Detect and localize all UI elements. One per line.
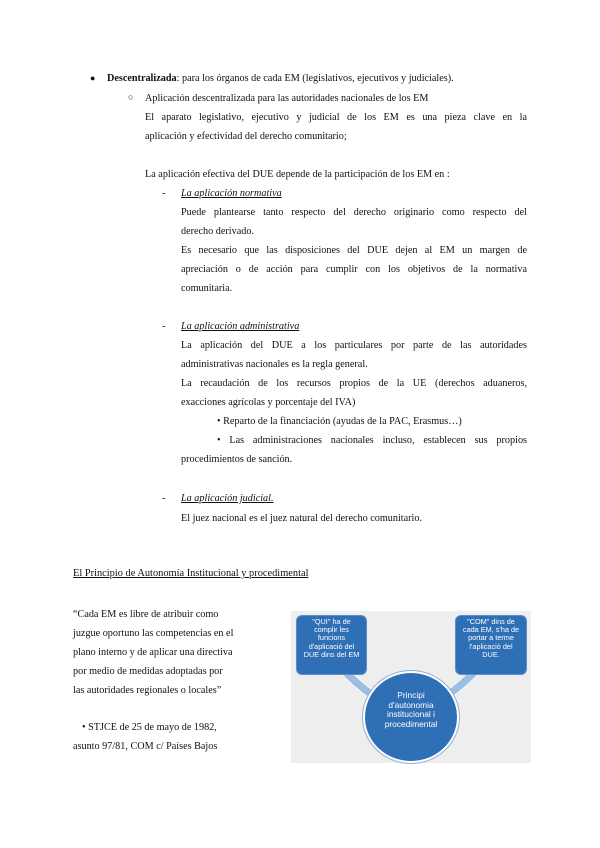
- bullet-dot: ●: [90, 73, 96, 83]
- box-com-line: DUE.: [482, 649, 500, 659]
- normativa-title: La aplicación normativa: [181, 188, 282, 199]
- sub-bullet-circle: ○: [128, 92, 134, 102]
- box-qui-line: DUE dins del EM: [303, 649, 360, 659]
- circle-line: procedimental: [384, 718, 438, 729]
- box-qui: [296, 615, 367, 675]
- sub-bullet-text: Aplicación descentralizada para las autoridades nacionales de los EM: [145, 93, 429, 104]
- dash-administrativa: -: [162, 321, 166, 332]
- principle-circle: [363, 671, 459, 763]
- normativa-line3: Es necesario que las disposiciones del DUE dejen al EM un margen de: [181, 245, 527, 256]
- quote-line-4: por medio de medidas adoptadas por: [73, 666, 223, 677]
- bullet-label: Descentralizada: [107, 73, 177, 84]
- para1-line1: El aparato legislativo, ejecutivo y judicial de los EM es una pieza clave en la: [145, 112, 527, 123]
- administrativa-title: La aplicación administrativa: [181, 321, 300, 332]
- circle-line: d'autonomia: [388, 699, 434, 710]
- circle-line: Principi: [397, 690, 425, 700]
- normativa-line2: derecho derivado.: [181, 226, 254, 237]
- quote-line-2: juzgue oportuno las competencias en el: [73, 628, 234, 639]
- reference-line-2: asunto 97/81, COM c/ Países Bajos: [73, 741, 218, 752]
- dash-judicial: -: [162, 493, 166, 504]
- quote-line-1: “Cada EM es libre de atribuir como: [73, 609, 219, 620]
- normativa-line5: comunitaria.: [181, 283, 233, 294]
- administrativa-line1: La aplicación del DUE a los particulares por parte de las autoridades: [181, 340, 527, 351]
- box-com-line: "COM" dins de: [467, 617, 515, 626]
- administrativa-line2: administrativas nacionales es la regla general.: [181, 359, 368, 370]
- quote-line-5: las autoridades regionales o locales”: [73, 685, 222, 696]
- box-com: [455, 615, 527, 675]
- para2: La aplicación efectiva del DUE depende de la participación de los EM en :: [145, 169, 450, 180]
- bullet-descentralizada: [107, 72, 454, 85]
- circle-line: institucional i: [387, 709, 435, 720]
- box-qui-line: d'aplicació del: [308, 641, 355, 651]
- box-com-line: cada EM, s'ha de: [462, 625, 520, 635]
- judicial-title: La aplicación judicial.: [181, 493, 274, 504]
- box-com-line: portar a terme: [468, 633, 514, 643]
- administrativa-line5: • Reparto de la financiación (ayudas de la PAC, Erasmus…): [217, 416, 462, 427]
- dash-normativa: -: [162, 188, 166, 199]
- box-qui-line: complir les: [314, 625, 349, 635]
- administrativa-line3: La recaudación de los recursos propios de la UE (derechos aduaneros,: [181, 378, 527, 389]
- bullet-text: : para los órganos de cada EM (legislativos, ejecutivos y judiciales).: [176, 73, 454, 84]
- normativa-line4: apreciación o de acción para cumplir con los objetivos de la normativa: [181, 264, 527, 275]
- quote-line-3: plano interno y de aplicar una directiva: [73, 647, 233, 658]
- principle-diagram: [291, 611, 531, 763]
- section-heading: El Principio de Autonomía Institucional y procedimental: [73, 568, 309, 579]
- administrativa-line4: exacciones agrícolas y porcentaje del IVA): [181, 397, 356, 408]
- administrativa-line6: • Las administraciones nacionales incluso, establecen sus propios: [217, 435, 527, 446]
- box-com-line: l'aplicació del: [469, 641, 513, 651]
- judicial-line1: El juez nacional es el juez natural del derecho comunitario.: [181, 513, 422, 524]
- normativa-line1: Puede plantearse tanto respecto del derecho originario como respecto del: [181, 207, 527, 218]
- reference-line-1: • STJCE de 25 de mayo de 1982,: [82, 722, 217, 733]
- administrativa-line7: procedimientos de sanción.: [181, 454, 293, 465]
- box-qui-line: funcions: [317, 633, 346, 643]
- box-qui-line: "QUI" ha de: [312, 617, 351, 626]
- circle-text: [371, 691, 451, 729]
- para1-line2: aplicación y efectividad del derecho comunitario;: [145, 131, 347, 142]
